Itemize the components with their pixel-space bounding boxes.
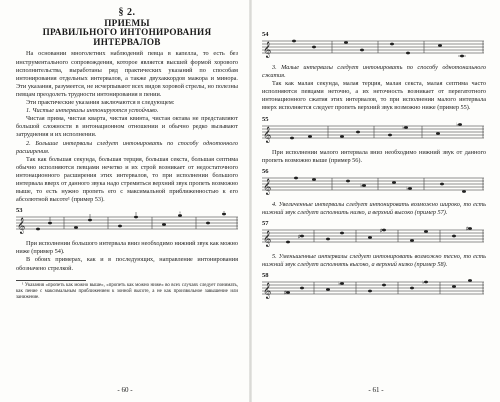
music-example-57 — [262, 220, 486, 250]
right-page — [252, 0, 500, 402]
page-number: - 60 - — [117, 386, 133, 394]
paragraph: Эти практические указания заключаются в следующем: — [26, 99, 175, 107]
paragraph: При исполнении малого интервала вниз необходимо нижний звук от данного пропеть возможно выше (пример 56). — [262, 148, 486, 164]
paragraph: Чистая прима, чистая кварта, чистая квинта, чистая октава не представляют большой сложности в интонационном отношении и обычно редко вызывают затруднения и их исполнении. — [16, 115, 238, 139]
page-number: - 61 - — [368, 386, 384, 394]
svg-text:𝄞: 𝄞 — [263, 42, 272, 58]
svg-text:𝄞: 𝄞 — [263, 230, 272, 247]
section-title-line1: ПРИЕМЫ — [104, 17, 150, 28]
footnote-divider — [16, 280, 86, 281]
paragraph: Так как большая секунда, большая терция, большая секста, большая септима обычно исполняются певцами нечетко и их строй возникает от недостаточного интонационного расширения этих интервалов, то при исполнении большого интервала вверх от данного звука надо стремиться верхний звук пропеть возможно выше, то есть нужно пропеть его с максимальной приближенностью к его абсолютной высоте¹ (пример 53). — [16, 155, 238, 204]
rule-paragraph: 5. Уменьшенные интервалы следует интонировать возможно тесно, то есть нижний звук следует исполнять высоко, а верхний низко (пример 58). — [262, 252, 486, 269]
rule-paragraph: 4. Увеличенные интервалы следует интонировать возможно широко, то есть нижний звук следует исполнить низко, а верхний высоко (пример 57). — [262, 200, 486, 216]
music-staff — [262, 35, 484, 61]
music-staff — [262, 224, 484, 250]
rule-heading: 1. Чистые интервалы интонируются устойчиво. — [26, 107, 159, 115]
paragraph: На основании многолетних наблюдений певца в капелла, то есть без инструментального сопровождения, которое является высшей формой хорового исполнительства, выработаны ряд практических указаний по способам интонирования отдельных интервалов, а также двухаккордов мажора и минора. Эти указания, разумеется, не исчерпывают всех видов хоровой стрелы, но полезны певцам преодолеть трудности интонирования в пении. — [16, 50, 238, 98]
svg-text:𝄞: 𝄞 — [17, 218, 26, 235]
example-number: 57 — [262, 219, 269, 227]
music-example-54 — [262, 31, 486, 61]
example-number: 56 — [262, 167, 269, 175]
svg-text:♯: ♯ — [380, 228, 383, 234]
svg-text:♯: ♯ — [284, 291, 287, 297]
music-example-55 — [262, 116, 486, 146]
example-number: 58 — [262, 272, 269, 280]
example-number: 55 — [262, 115, 269, 123]
svg-text:♭: ♭ — [422, 281, 425, 287]
svg-text:♯: ♯ — [298, 234, 301, 240]
rule-heading: 3. Малые интервалы следует интонировать по способу однотонального сжатия. — [262, 64, 486, 80]
svg-text:♭: ♭ — [360, 183, 363, 189]
music-staff — [16, 211, 238, 237]
svg-text:𝄞: 𝄞 — [263, 126, 272, 143]
svg-text:♭: ♭ — [338, 282, 341, 288]
music-staff — [262, 276, 484, 302]
music-staff — [262, 120, 484, 146]
svg-text:♭: ♭ — [456, 122, 459, 128]
music-example-56 — [262, 168, 486, 198]
rule-heading: 2. Большие интервалы следует интонировать по способу однотонного расширения. — [16, 139, 238, 155]
paragraph: Так как малая секунда, малая терция, малая секста, малая септима часто исполняются певцами неточно, а их неточность возникает от перегатотного интонационного сжатия этих интервалов, то при исполнении малого интервала вверх исполняется следует пропеть верхний звук возможно ниже (пример 55). — [262, 80, 486, 112]
example-number: 54 — [262, 31, 269, 38]
music-staff — [262, 172, 484, 198]
section-number: § 2. — [118, 7, 136, 18]
paragraph: В обоих примерах, как и в последующих, направление интонирования обозначено стрелкой. — [16, 256, 238, 272]
example-number: 53 — [16, 207, 23, 215]
music-example-53 — [16, 207, 238, 237]
svg-text:♭: ♭ — [406, 186, 409, 192]
svg-text:♭: ♭ — [402, 125, 405, 131]
section-title-line2: ПРАВИЛЬНОГО ИНТОНИРОВАНИЯ — [42, 27, 212, 38]
music-example-58 — [262, 272, 486, 302]
footnote: ¹ Указания «пропеть как можно выше», «пропеть как можно ниже» во всех случаях следует понимать, как пение с максимальным приближением к зонной высоте, а не как произвольное завышение или занижение. — [16, 282, 238, 301]
svg-text:𝄞: 𝄞 — [263, 178, 272, 195]
svg-text:♯: ♯ — [466, 226, 469, 232]
svg-text:𝄞: 𝄞 — [263, 283, 272, 300]
section-title-line3: ИНТЕРВАЛОВ — [93, 36, 161, 47]
paragraph: При исполнении большого интервала вниз необходимо нижний звук как можно ниже (пример 54). — [16, 240, 239, 256]
section-heading — [16, 8, 238, 47]
